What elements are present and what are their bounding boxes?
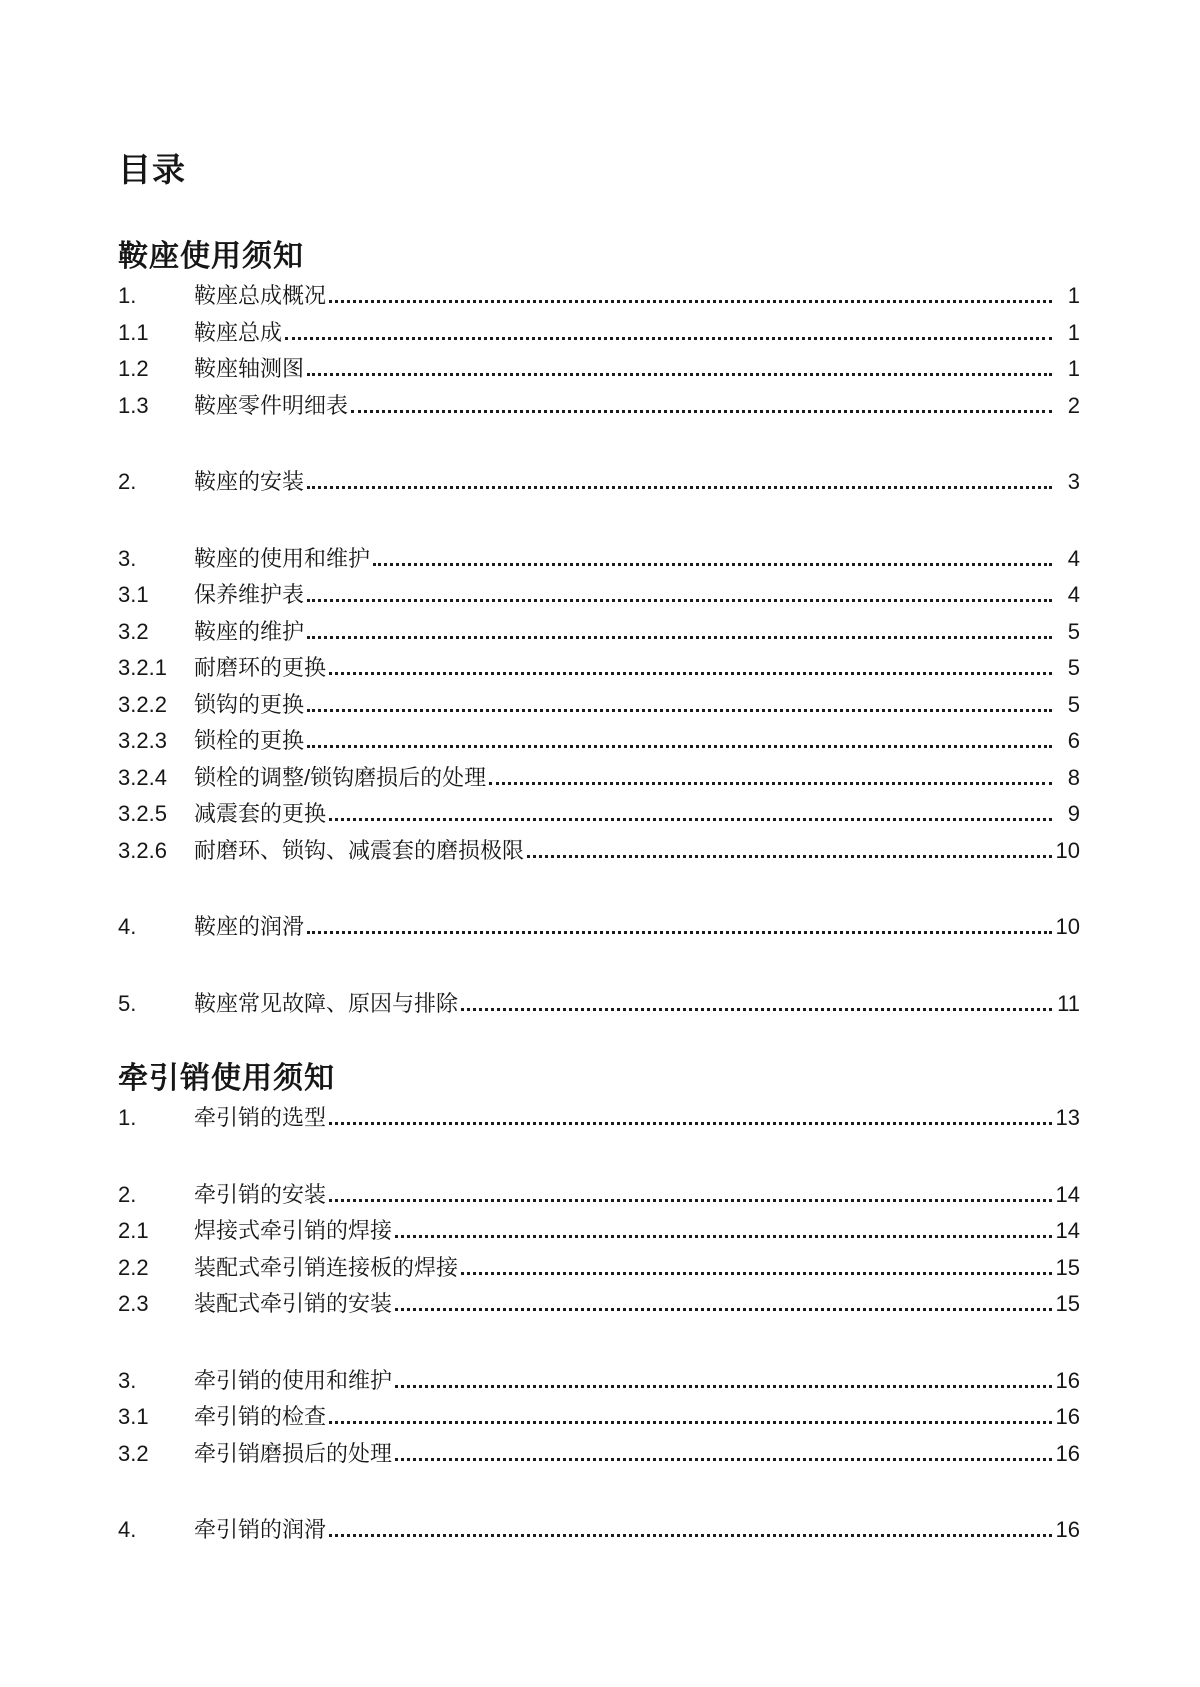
- toc-entry-page-number: 10: [1055, 837, 1080, 863]
- toc-row: [118, 388, 1080, 425]
- toc-entry-number: 1.: [118, 1105, 137, 1130]
- toc-entry-number: 3.2.1: [118, 655, 167, 680]
- dot-leader: [329, 818, 1052, 821]
- toc-entry-title: 鞍座的维护: [194, 618, 305, 644]
- dot-leader: [329, 672, 1052, 675]
- toc-entry-title: 牵引销的检查: [194, 1404, 327, 1429]
- toc-entry-number: 5.: [118, 990, 137, 1016]
- toc-row: [118, 796, 1080, 833]
- toc-entry-title: 装配式牵引销连接板的焊接: [194, 1254, 459, 1280]
- toc-row: [118, 1213, 1080, 1250]
- toc-row: [118, 1177, 1080, 1214]
- toc-entry-number: 2.: [118, 469, 137, 494]
- toc-row: [118, 986, 1080, 1023]
- toc-entry-title: 焊接式牵引销的焊接: [194, 1218, 393, 1243]
- toc-row: [118, 577, 1080, 614]
- toc-row: [118, 1250, 1080, 1287]
- toc-entry-number: 3.2.4: [118, 764, 167, 790]
- toc-entry-page-number: 16: [1055, 1440, 1080, 1466]
- toc-row: [118, 278, 1080, 315]
- toc-entry-page-number: 13: [1055, 1105, 1080, 1130]
- toc-rows-kingpin: [118, 1100, 1080, 1549]
- dot-leader: [395, 1458, 1052, 1461]
- toc-entry-title: 鞍座的润滑: [194, 914, 305, 939]
- toc-row: [118, 1286, 1080, 1323]
- toc-rows-saddle: [118, 278, 1080, 1022]
- section-heading-saddle: 鞍座使用须知: [118, 240, 304, 273]
- dot-leader: [307, 636, 1052, 639]
- dot-leader: [307, 931, 1052, 934]
- toc-entry-title: 装配式牵引销的安装: [194, 1291, 393, 1316]
- dot-leader: [489, 782, 1052, 785]
- dot-leader: [395, 1235, 1052, 1238]
- toc-entry-title: 锁栓的调整/锁钩磨损后的处理: [194, 764, 487, 790]
- dot-leader: [285, 337, 1052, 340]
- dot-leader: [373, 563, 1052, 566]
- toc-row: [118, 464, 1080, 501]
- toc-row: [118, 1436, 1080, 1473]
- toc-entry-number: 1.1: [118, 319, 149, 345]
- toc-entry-page-number: 1: [1067, 319, 1080, 345]
- toc-entry-title: 耐磨环的更换: [194, 655, 327, 680]
- toc-title: 目录: [118, 151, 186, 188]
- dot-leader: [461, 1008, 1052, 1011]
- toc-entry-page-number: 2: [1067, 392, 1080, 418]
- toc-entry-page-number: 1: [1067, 283, 1080, 308]
- toc-entry-title: 牵引销的选型: [194, 1105, 327, 1130]
- toc-entry-number: 1.3: [118, 392, 149, 418]
- dot-leader: [329, 1534, 1052, 1537]
- toc-entry-page-number: 9: [1067, 801, 1080, 826]
- toc-entry-number: 3.2: [118, 618, 149, 644]
- section-kingpin: [118, 1058, 1080, 1549]
- toc-row: [118, 1512, 1080, 1549]
- toc-entry-page-number: 1: [1067, 356, 1080, 381]
- toc-entry-number: 2.3: [118, 1291, 149, 1316]
- toc-row: [118, 723, 1080, 760]
- toc-entry-number: 1.2: [118, 356, 149, 381]
- toc-entry-title: 鞍座零件明细表: [194, 392, 349, 418]
- toc-row: [118, 760, 1080, 797]
- toc-row: [118, 541, 1080, 578]
- toc-entry-title: 锁钩的更换: [194, 691, 305, 717]
- toc-row: [118, 1100, 1080, 1137]
- toc-entry-title: 减震套的更换: [194, 801, 327, 826]
- toc-entry-title: 鞍座轴测图: [194, 356, 305, 381]
- toc-entry-number: 3.2: [118, 1440, 149, 1466]
- toc-entry-page-number: 3: [1067, 469, 1080, 494]
- dot-leader: [351, 410, 1052, 413]
- dot-leader: [307, 486, 1052, 489]
- toc-entry-title: 锁栓的更换: [194, 728, 305, 753]
- toc-entry-page-number: 15: [1055, 1291, 1080, 1316]
- toc-row: [118, 351, 1080, 388]
- toc-row: [118, 833, 1080, 870]
- toc-entry-title: 牵引销的安装: [194, 1181, 327, 1207]
- toc-entry-page-number: 4: [1067, 582, 1080, 607]
- dot-leader: [395, 1385, 1052, 1388]
- toc-entry-number: 2.2: [118, 1254, 149, 1280]
- toc-row: [118, 1363, 1080, 1400]
- toc-row: [118, 687, 1080, 724]
- dot-leader: [307, 745, 1052, 748]
- dot-leader: [307, 709, 1052, 712]
- toc-entry-number: 3.1: [118, 1404, 149, 1429]
- toc-entry-number: 3.: [118, 545, 137, 571]
- toc-entry-number: 3.2.5: [118, 801, 167, 826]
- toc-entry-number: 1.: [118, 283, 137, 308]
- toc-entry-number: 3.2.6: [118, 837, 167, 863]
- toc-entry-number: 3.: [118, 1367, 137, 1393]
- toc-entry-title: 鞍座总成: [194, 319, 283, 345]
- dot-leader: [395, 1308, 1052, 1311]
- dot-leader: [329, 300, 1052, 303]
- toc-entry-page-number: 5: [1067, 618, 1080, 644]
- toc-entry-page-number: 16: [1055, 1517, 1080, 1542]
- toc-entry-page-number: 5: [1067, 691, 1080, 717]
- toc-entry-title: 牵引销的润滑: [194, 1517, 327, 1542]
- toc-entry-title: 鞍座总成概况: [194, 283, 327, 308]
- toc-entry-number: 4.: [118, 1517, 137, 1542]
- toc-entry-number: 2.1: [118, 1218, 149, 1243]
- toc-row: [118, 1399, 1080, 1436]
- toc-entry-title: 保养维护表: [194, 582, 305, 607]
- section-saddle: [118, 236, 1080, 1022]
- toc-row: [118, 315, 1080, 352]
- toc-entry-page-number: 14: [1055, 1218, 1080, 1243]
- toc-entry-page-number: 16: [1055, 1404, 1080, 1429]
- toc-entry-number: 4.: [118, 914, 137, 939]
- toc-entry-title: 鞍座的使用和维护: [194, 545, 371, 571]
- toc-entry-page-number: 15: [1055, 1254, 1080, 1280]
- dot-leader: [329, 1122, 1052, 1125]
- dot-leader: [329, 1199, 1052, 1202]
- toc-entry-number: 3.2.3: [118, 728, 167, 753]
- toc-entry-title: 耐磨环、锁钩、减震套的磨损极限: [194, 837, 525, 863]
- toc-entry-title: 牵引销磨损后的处理: [194, 1440, 393, 1466]
- toc-content: [118, 0, 1080, 1549]
- toc-row: [118, 614, 1080, 651]
- section-heading-kingpin: 牵引销使用须知: [118, 1062, 335, 1095]
- toc-row: [118, 650, 1080, 687]
- toc-entry-page-number: 5: [1067, 655, 1080, 680]
- toc-entry-page-number: 8: [1067, 764, 1080, 790]
- toc-entry-number: 3.1: [118, 582, 149, 607]
- dot-leader: [527, 855, 1052, 858]
- toc-entry-title: 鞍座的安装: [194, 469, 305, 494]
- toc-entry-page-number: 11: [1057, 990, 1080, 1016]
- toc-entry-number: 3.2.2: [118, 691, 167, 717]
- dot-leader: [307, 599, 1052, 602]
- toc-entry-page-number: 6: [1067, 728, 1080, 753]
- toc-entry-title: 鞍座常见故障、原因与排除: [194, 990, 459, 1016]
- dot-leader: [461, 1272, 1052, 1275]
- toc-entry-page-number: 16: [1055, 1367, 1080, 1393]
- toc-row: [118, 909, 1080, 946]
- toc-entry-title: 牵引销的使用和维护: [194, 1367, 393, 1393]
- toc-entry-page-number: 10: [1055, 914, 1080, 939]
- toc-entry-page-number: 4: [1067, 545, 1080, 571]
- toc-entry-number: 2.: [118, 1181, 137, 1207]
- dot-leader: [329, 1421, 1052, 1424]
- dot-leader: [307, 373, 1052, 376]
- toc-entry-page-number: 14: [1055, 1181, 1080, 1207]
